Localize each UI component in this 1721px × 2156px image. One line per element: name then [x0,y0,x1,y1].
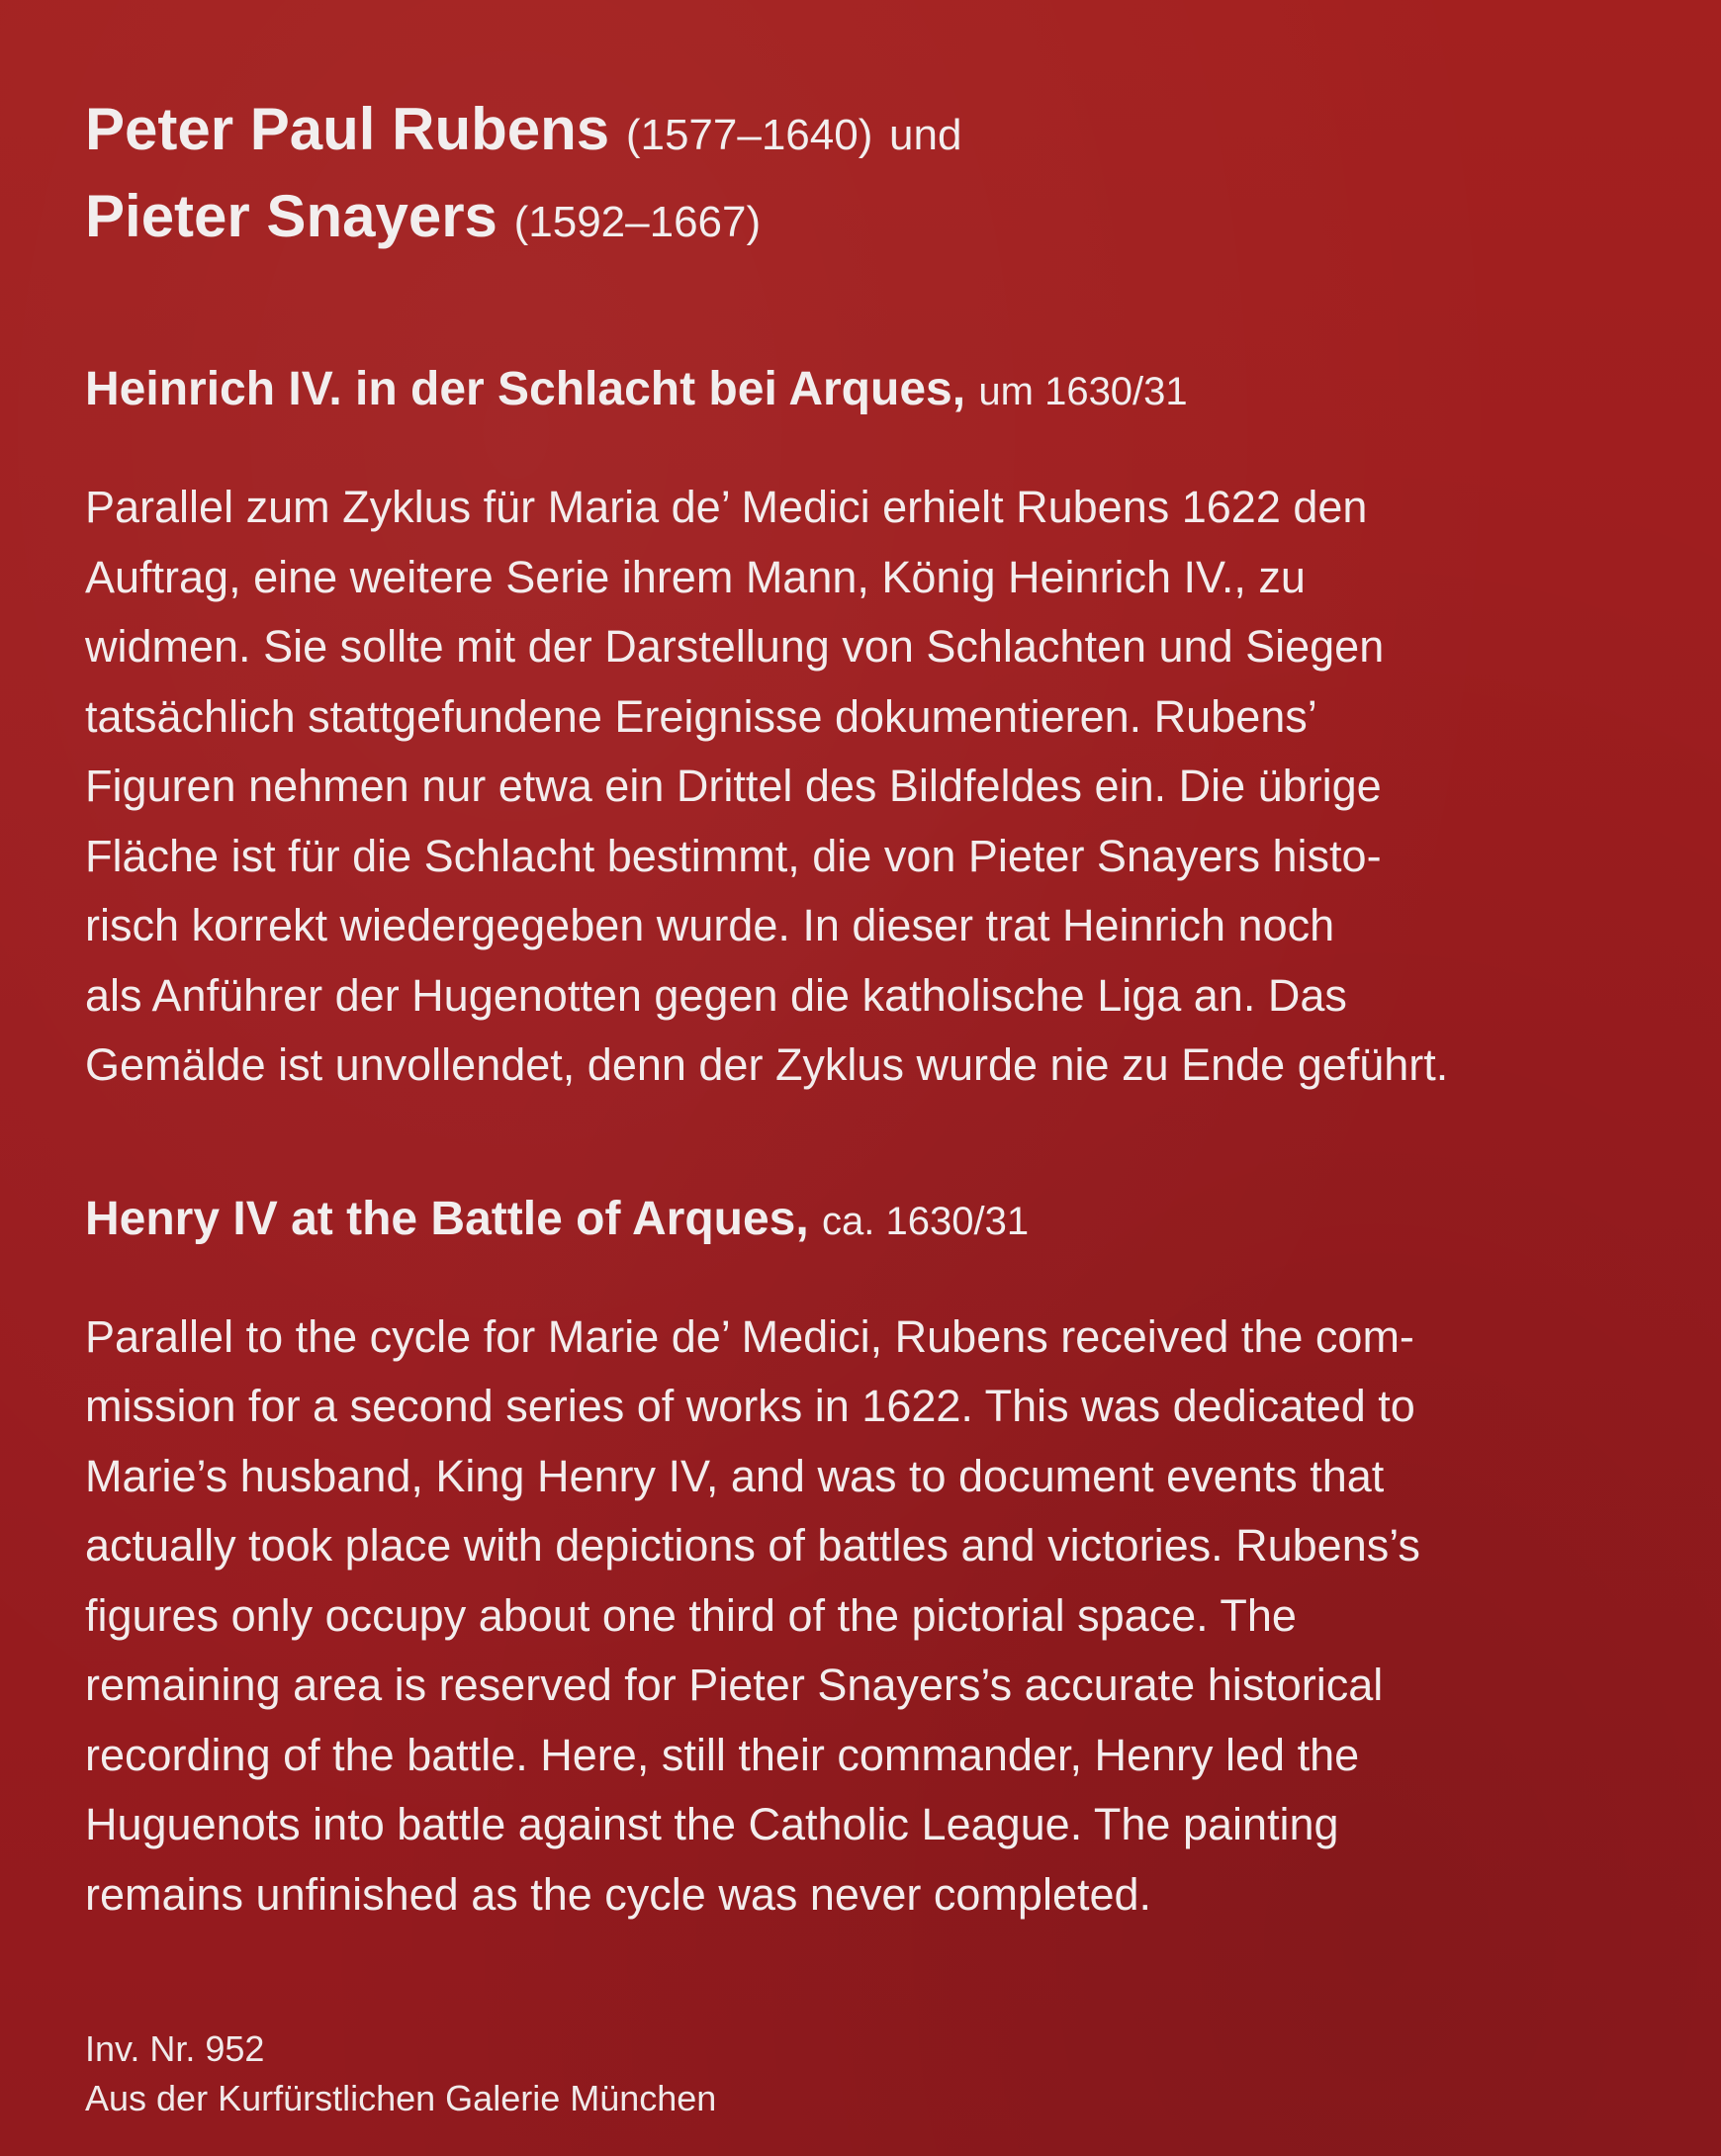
text-line: Parallel zum Zyklus für Maria de’ Medici erhielt Rubens 1622 den [85,482,1368,532]
text-line: Auftrag, eine weitere Serie ihrem Mann, König Heinrich IV., zu [85,551,1306,602]
text-line: recording of the battle. Here, still their commander, Henry led the [85,1729,1360,1780]
german-description [85,473,1648,1101]
text-line: tatsächlich stattgefundene Ereignisse dokumentieren. Rubens’ [85,690,1317,742]
text-line: actually took place with depictions of battles and victories. Rubens’s [85,1520,1420,1571]
artists-heading [85,89,1648,263]
english-title-text: Henry IV at the Battle of Arques, [85,1192,809,1245]
artist-dates: (1592–1667) [513,198,762,246]
text-line: figures only occupy about one third of the pictorial space. The [85,1589,1297,1641]
artist-name: Peter Paul Rubens [85,96,610,162]
text-line: Parallel to the cycle for Marie de’ Medici, Rubens received the com- [85,1310,1414,1362]
inventory-number: Inv. Nr. 952 [85,2028,265,2069]
provenance: Aus der Kurfürstlichen Galerie München [85,2078,717,2118]
artist-dates: (1577–1640) [625,111,873,159]
text-line: Gemälde ist unvollendet, denn der Zyklus wurde nie zu Ende geführt. [85,1039,1449,1090]
inventory-block [85,2024,1648,2123]
text-line: Fläche ist für die Schlacht bestimmt, die von Pieter Snayers histo- [85,830,1382,881]
english-date: ca. 1630/31 [822,1199,1030,1243]
text-line: widmen. Sie sollte mit der Darstellung von Schlachten und Siegen [85,621,1385,672]
artist-name: Pieter Snayers [85,183,498,249]
text-line: remains unfinished as the cycle was never completed. [85,1868,1152,1920]
german-date: um 1630/31 [978,370,1188,413]
text-line: risch korrekt wiedergegeben wurde. In dieser trat Heinrich noch [85,900,1335,950]
text-line: Huguenots into battle against the Catholic League. The painting [85,1799,1339,1849]
english-title [85,1188,1648,1253]
museum-label [85,89,1648,2123]
german-title-text: Heinrich IV. in der Schlacht bei Arques, [85,363,966,415]
text-line: mission for a second series of works in 1622. This was dedicated to [85,1381,1415,1431]
text-line: Figuren nehmen nur etwa ein Drittel des Bildfeldes ein. Die übrige [85,761,1382,811]
german-title [85,358,1648,423]
artist-line-1 [85,96,961,162]
text-line: als Anführer der Hugenotten gegen die katholische Liga an. Das [85,969,1347,1021]
english-description [85,1303,1648,1931]
text-line: remaining area is reserved for Pieter Snayers’s accurate historical [85,1660,1384,1710]
text-line: Marie’s husband, King Henry IV, and was to document events that [85,1450,1385,1501]
artist-conjunction: und [889,111,962,159]
artist-line-2 [85,183,761,249]
